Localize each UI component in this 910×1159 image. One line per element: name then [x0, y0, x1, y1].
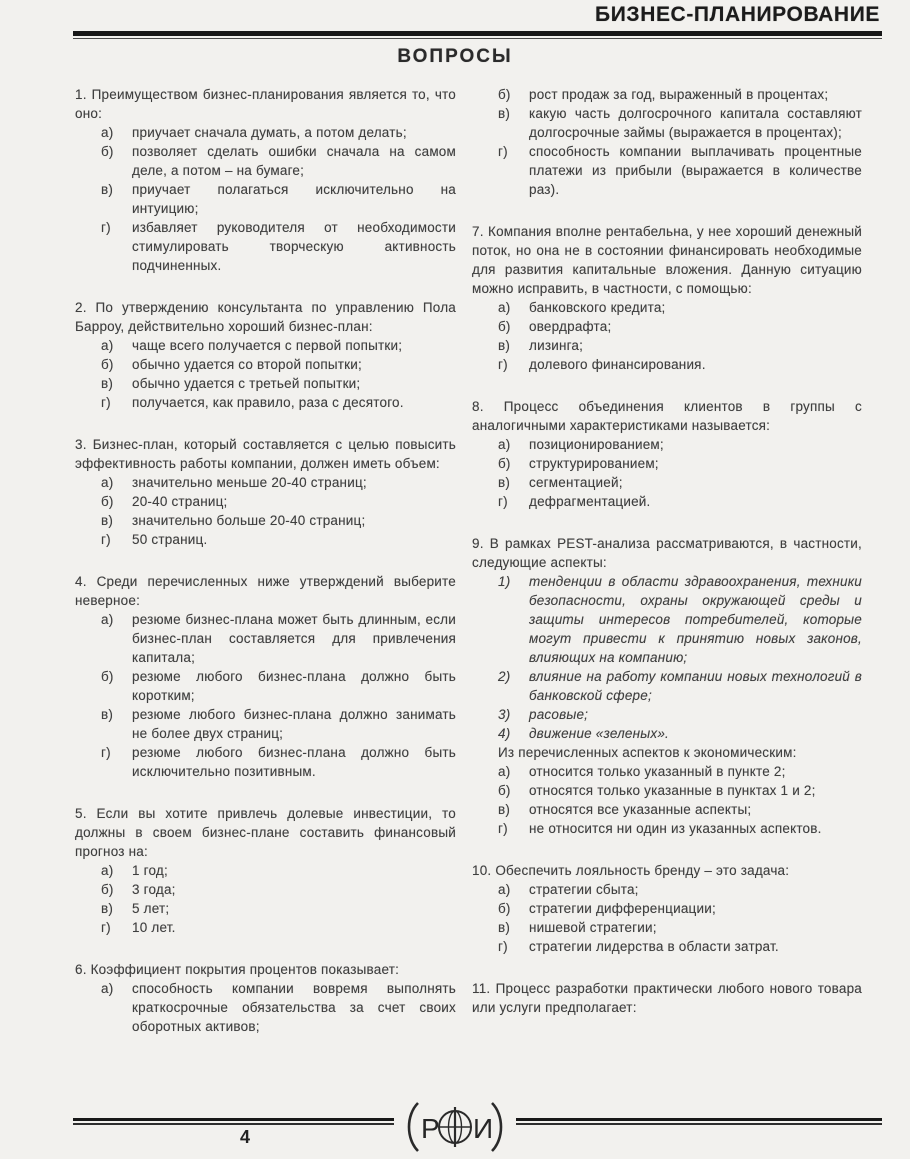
- option-text: стратегии лидерства в области затрат.: [529, 939, 779, 954]
- option-label: г): [498, 357, 508, 372]
- option-row: [75, 918, 456, 937]
- option-row: [472, 724, 862, 743]
- option-row: [75, 743, 456, 781]
- question-intro: 4. Среди перечисленных ниже утверждений выберите неверное:: [75, 574, 456, 608]
- option-label: г): [498, 494, 508, 509]
- logo-paren-right: [492, 1103, 501, 1151]
- question-intro: 5. Если вы хотите привлечь долевые инвестиции, то должны в своем бизнес-плане составить финансовый прогноз на:: [75, 806, 456, 859]
- option-row: [75, 667, 456, 705]
- option-label: б): [498, 456, 511, 471]
- question-intro: 11. Процесс разработки практически любого нового товара или услуги предполагает:: [472, 981, 862, 1015]
- option-label: г): [101, 532, 111, 547]
- option-label: б): [101, 144, 114, 159]
- option-label: б): [101, 494, 114, 509]
- option-row: [75, 705, 456, 743]
- option-row: [472, 880, 862, 899]
- option-text: 1 год;: [132, 863, 168, 878]
- option-text: 5 лет;: [132, 901, 170, 916]
- option-row: [472, 317, 862, 336]
- option-label: в): [498, 338, 511, 353]
- option-label: в): [101, 901, 114, 916]
- option-text: дефрагментацией.: [529, 494, 651, 509]
- question-block: [472, 397, 862, 511]
- option-row: [472, 355, 862, 374]
- option-text: рост продаж за год, выраженный в процентах;: [529, 87, 829, 102]
- option-text: не относится ни один из указанных аспектов.: [529, 821, 822, 836]
- option-label: г): [101, 395, 111, 410]
- option-row: [75, 374, 456, 393]
- option-text: значительно больше 20-40 страниц;: [132, 513, 366, 528]
- option-text: тенденции в области здравоохранения, техники безопасности, охраны окружающей среды и защиты интересов потребителей, которые могут привести к принятию новых законов, влияющих на компанию;: [529, 574, 862, 665]
- option-text: способность компании вовремя выполнять краткосрочные обязательства за счет своих оборотных активов;: [132, 981, 456, 1034]
- option-row: [472, 918, 862, 937]
- option-row: [75, 393, 456, 412]
- option-text: приучает сначала думать, а потом делать;: [132, 125, 407, 140]
- option-text: структурированием;: [529, 456, 659, 471]
- question-block: [75, 572, 456, 781]
- option-text: стратегии сбыта;: [529, 882, 639, 897]
- option-row: [472, 104, 862, 142]
- option-row: [75, 880, 456, 899]
- option-row: [75, 142, 456, 180]
- option-row: [472, 435, 862, 454]
- option-text: влияние на работу компании новых технологий в банковской сфере;: [529, 669, 862, 703]
- option-label: 3): [498, 707, 511, 722]
- option-row: [472, 899, 862, 918]
- option-row: [472, 800, 862, 819]
- option-text: какую часть долгосрочного капитала составляют долгосрочные займы (выражается в процентах);: [529, 106, 862, 140]
- option-text: долевого финансирования.: [529, 357, 706, 372]
- option-text: позиционированием;: [529, 437, 664, 452]
- option-row: [472, 819, 862, 838]
- option-label: г): [101, 745, 111, 760]
- option-label: 2): [498, 669, 511, 684]
- option-text: расовые;: [529, 707, 589, 722]
- option-text: относятся только указанные в пунктах 1 и 2;: [529, 783, 816, 798]
- option-label: в): [101, 376, 114, 391]
- option-label: б): [101, 882, 114, 897]
- option-text: относится только указанный в пункте 2;: [529, 764, 786, 779]
- questions-area: [75, 85, 862, 1036]
- option-text: относятся все указанные аспекты;: [529, 802, 752, 817]
- option-text: резюме любого бизнес-плана должно быть исключительно позитивным.: [132, 745, 456, 779]
- option-text: нишевой стратегии;: [529, 920, 657, 935]
- question-block: [472, 861, 862, 956]
- question-intro: 3. Бизнес-план, который составляется с целью повысить эффективность работы компании, должен иметь объем:: [75, 437, 456, 471]
- option-row: [75, 218, 456, 275]
- question-block: [472, 534, 862, 838]
- option-text: сегментацией;: [529, 475, 623, 490]
- section-title: ВОПРОСЫ: [397, 46, 513, 67]
- option-text: способность компании выплачивать процентные платежи из прибыли (выражается в количестве раз).: [529, 144, 862, 197]
- option-text: чаще всего получается с первой попытки;: [132, 338, 403, 353]
- option-label: г): [498, 821, 508, 836]
- question-block: [75, 804, 456, 937]
- option-row: [472, 298, 862, 317]
- option-label: б): [498, 87, 511, 102]
- option-text: 3 года;: [132, 882, 176, 897]
- option-text: 10 лет.: [132, 920, 176, 935]
- question-intro: 9. В рамках PEST-анализа рассматриваются, в частности, следующие аспекты:: [472, 536, 862, 570]
- option-row: [75, 180, 456, 218]
- option-row: [472, 705, 862, 724]
- option-label: в): [498, 475, 511, 490]
- logo-letter-f: Ф: [448, 1115, 467, 1142]
- question-block: [472, 85, 862, 199]
- publisher-logo: [394, 1100, 516, 1159]
- option-label: а): [101, 125, 114, 140]
- option-label: а): [101, 981, 114, 996]
- option-label: а): [498, 882, 511, 897]
- logo-letter-r: Р: [421, 1113, 440, 1144]
- option-row: [472, 492, 862, 511]
- option-text: обычно удается со второй попытки;: [132, 357, 362, 372]
- option-row: [75, 511, 456, 530]
- option-label: а): [498, 300, 511, 315]
- option-row: [75, 355, 456, 374]
- option-row: [472, 762, 862, 781]
- option-text: банковского кредита;: [529, 300, 666, 315]
- option-row: [75, 123, 456, 142]
- option-text: приучает полагаться исключительно на интуицию;: [132, 182, 456, 216]
- option-text: резюме бизнес-плана может быть длинным, если бизнес-план составляется для привлечения капитала;: [132, 612, 456, 665]
- option-row: [472, 142, 862, 199]
- option-label: в): [101, 707, 114, 722]
- option-row: [472, 667, 862, 705]
- question-block: [75, 85, 456, 275]
- option-text: лизинга;: [529, 338, 584, 353]
- option-text: 20-40 страниц;: [132, 494, 228, 509]
- option-row: [472, 937, 862, 956]
- option-label: в): [498, 106, 511, 121]
- option-row: [75, 899, 456, 918]
- option-label: б): [498, 901, 511, 916]
- column-left: [75, 85, 456, 1036]
- option-label: б): [101, 669, 114, 684]
- option-row: [75, 336, 456, 355]
- option-text: стратегии дифференциации;: [529, 901, 716, 916]
- question-intro: 2. По утверждению консультанта по управлению Пола Барроу, действительно хороший бизнес-план:: [75, 300, 456, 334]
- option-row: [75, 979, 456, 1036]
- option-label: в): [101, 182, 114, 197]
- question-note: Из перечисленных аспектов к экономическим:: [498, 745, 797, 760]
- question-block: [75, 960, 456, 1036]
- option-label: а): [101, 612, 114, 627]
- option-text: обычно удается с третьей попытки;: [132, 376, 361, 391]
- option-label: г): [498, 144, 508, 159]
- question-block: [75, 298, 456, 412]
- option-label: г): [101, 220, 111, 235]
- question-block: [472, 222, 862, 374]
- option-row: [75, 530, 456, 549]
- column-right: [472, 85, 862, 1036]
- book-title: БИЗНЕС-ПЛАНИРОВАНИЕ: [595, 3, 880, 26]
- option-label: в): [101, 513, 114, 528]
- option-row: [75, 473, 456, 492]
- option-label: а): [101, 338, 114, 353]
- option-label: 4): [498, 726, 511, 741]
- option-text: резюме любого бизнес-плана должно быть коротким;: [132, 669, 456, 703]
- option-row: [472, 454, 862, 473]
- option-label: в): [498, 920, 511, 935]
- option-label: 1): [498, 574, 511, 589]
- option-label: в): [498, 802, 511, 817]
- option-row: [472, 572, 862, 667]
- option-text: движение «зеленых».: [529, 726, 669, 741]
- option-text: 50 страниц.: [132, 532, 208, 547]
- option-label: а): [101, 863, 114, 878]
- option-text: избавляет руководителя от необходимости стимулировать творческую активность подчиненных.: [132, 220, 456, 273]
- logo-letter-i: И: [473, 1113, 494, 1144]
- question-intro: 1. Преимуществом бизнес-планирования является то, что оно:: [75, 87, 456, 121]
- option-row: [472, 336, 862, 355]
- option-label: б): [498, 783, 511, 798]
- option-row: [472, 473, 862, 492]
- option-text: резюме любого бизнес-плана должно занимать не более двух страниц;: [132, 707, 456, 741]
- question-intro: 7. Компания вполне рентабельна, у нее хороший денежный поток, но она не в состоянии финансировать необходимые для развития капитальные вложения. Данную ситуацию можно исправить, в частности, с помощью:: [472, 224, 862, 296]
- option-label: б): [498, 319, 511, 334]
- option-label: г): [101, 920, 111, 935]
- option-text: значительно меньше 20-40 страниц;: [132, 475, 367, 490]
- option-row: [75, 861, 456, 880]
- header-rule: [73, 31, 882, 39]
- option-label: а): [498, 764, 511, 779]
- option-label: а): [101, 475, 114, 490]
- question-block: [75, 435, 456, 549]
- question-intro: 8. Процесс объединения клиентов в группы с аналогичными характеристиками называется:: [472, 399, 862, 433]
- question-block: [472, 979, 862, 1017]
- question-intro: 6. Коэффициент покрытия процентов показывает:: [75, 962, 400, 977]
- option-label: а): [498, 437, 511, 452]
- option-label: г): [498, 939, 508, 954]
- option-row: [472, 85, 862, 104]
- page-number: 4: [240, 1127, 251, 1147]
- question-intro: 10. Обеспечить лояльность бренду – это задача:: [472, 863, 790, 878]
- option-row: [472, 781, 862, 800]
- option-text: позволяет сделать ошибки сначала на самом деле, а потом – на бумаге;: [132, 144, 456, 178]
- logo-paren-left: [409, 1103, 418, 1151]
- option-label: б): [101, 357, 114, 372]
- option-row: [75, 610, 456, 667]
- option-text: получается, как правило, раза с десятого.: [132, 395, 404, 410]
- option-row: [75, 492, 456, 511]
- option-text: овердрафта;: [529, 319, 612, 334]
